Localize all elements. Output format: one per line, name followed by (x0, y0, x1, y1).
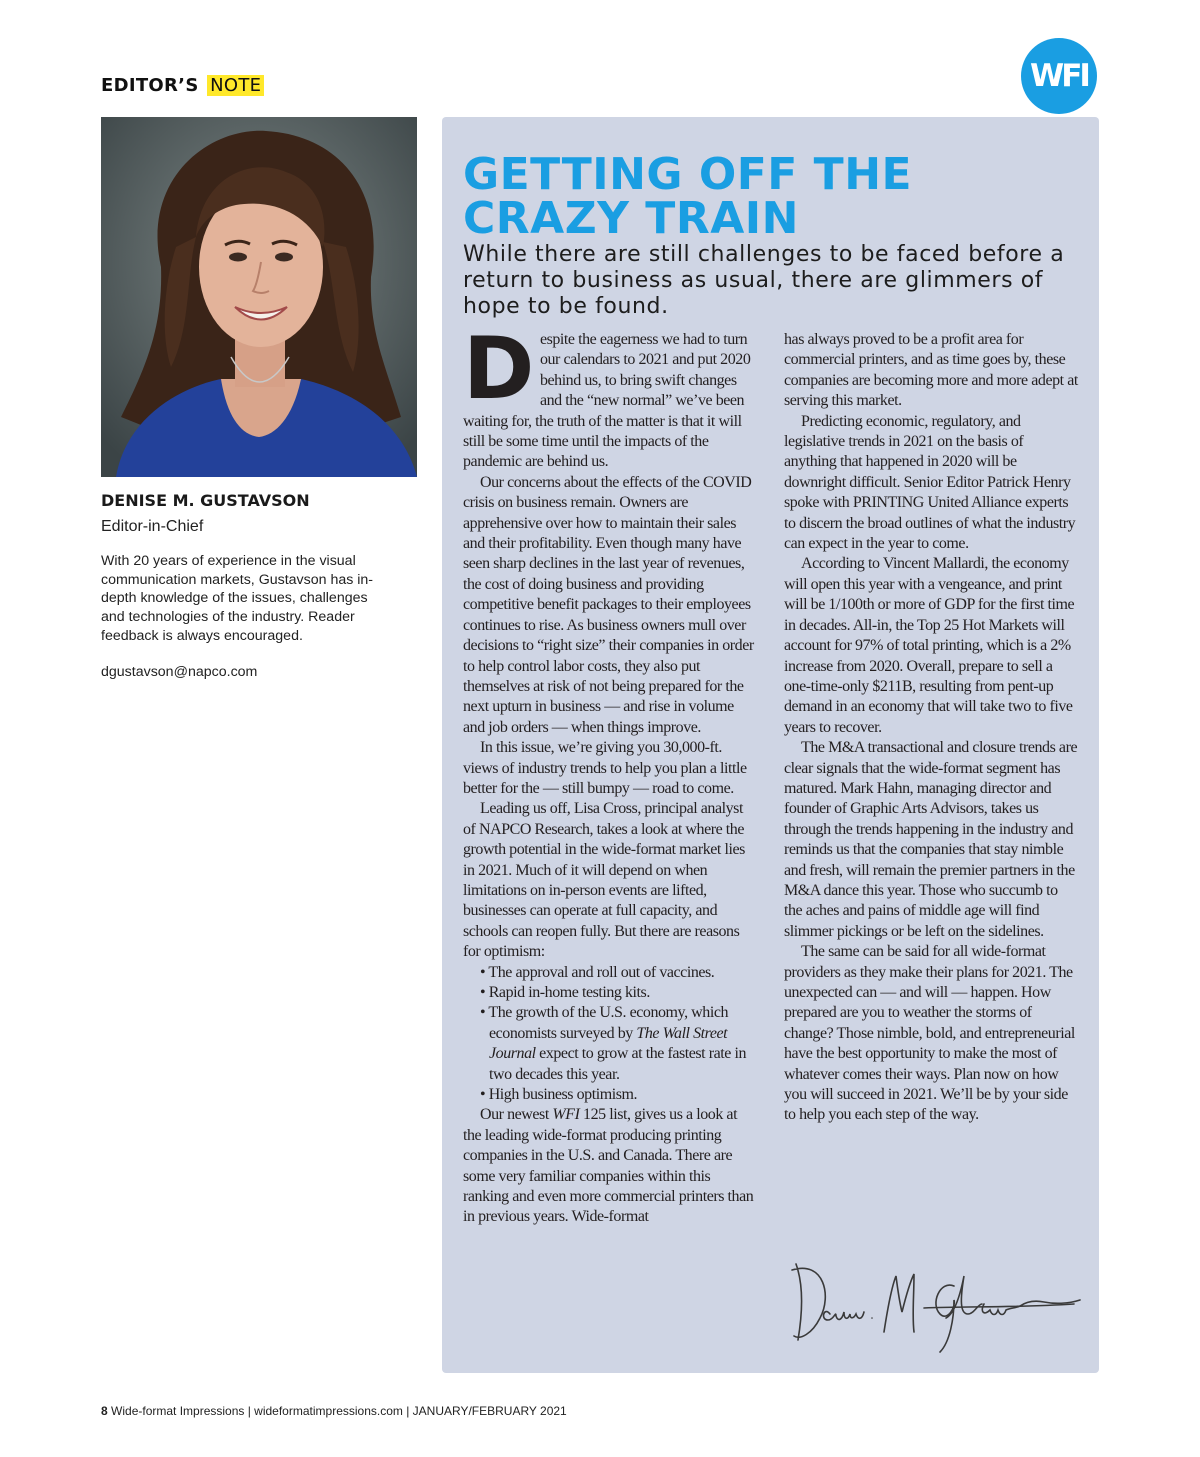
footer-text: Wide-format Impressions | wideformatimpressions.com | JANUARY/FEBRUARY 2021 (107, 1404, 567, 1418)
author-name: DENISE M. GUSTAVSON (101, 491, 310, 510)
editor-signature (784, 1256, 1084, 1356)
author-bio: With 20 years of experience in the visual communication markets, Gustavson has in-depth knowledge of the issues, challenges and technologies of the industry. Reader feedback is always encouraged. (101, 553, 374, 644)
page-number: 8 (101, 1404, 108, 1418)
list-item: • Rapid in-home testing kits. (480, 983, 755, 1003)
section-label (101, 75, 264, 96)
paragraph-6: has always proved to be a profit area for commercial printers, and as time goes by, these companies are becoming more and more adept at serving this market. (784, 331, 1078, 410)
paragraph-5-text: 125 list, gives us a look at the leading wide-format producing printing companies in the U.S. and Canada. There are some very familiar companies within this ranking and even more commercial printers than in previous years. Wide-format (463, 1106, 754, 1226)
list-item: • High business optimism. (480, 1085, 755, 1105)
paragraph-7: Predicting economic, regulatory, and legislative trends in 2021 on the basis of anything that happened in 2020 will be downright difficult. Senior Editor Patrick Henry spoke with PRINTING United Alliance experts to discern the broad outlines of what the industry can expect in the year to come. (784, 412, 1076, 553)
logo-text: WFI (1030, 58, 1088, 94)
list-item: • The approval and roll out of vaccines. (480, 963, 755, 983)
publication-name: The Wall Street Journal (489, 1024, 728, 1063)
author-photo (101, 117, 417, 477)
drop-cap: D (463, 319, 534, 419)
author-role: Editor-in-Chief (101, 518, 204, 535)
section-label-text: EDITOR’S (101, 75, 199, 96)
wfi-italic: WFI (552, 1106, 580, 1124)
author-email-link[interactable]: dgustavson@napco.com (101, 664, 258, 680)
paragraph-1-text: espite the eagerness we had to turn our calendars to 2021 and put 2020 behind us, to bring swift changes and the “new normal” we’ve been waiting for, the truth of the matter is that it will still be some time until the impacts of the pandemic are behind us. (463, 331, 751, 471)
paragraph-10: The same can be said for all wide-format providers as they make their plans for 2021. The unexpected can — and will — happen. How prepared are you to weather the storms of change? Those nimble, bold, and entrepreneurial have the best opportunity to make the most of whatever comes their ways. Plan now on how you will succeed in 2021. We’ll be by your side to help you each step of the way. (784, 943, 1075, 1124)
list-item (480, 1003, 755, 1085)
paragraph-9: The M&A transactional and closure trends are clear signals that the wide-format segment has matured. Mark Hahn, managing director and founder of Graphic Arts Advisors, takes us through the trends happening in the industry and reminds us that the companies that stay nimble and fresh, will remain the premier partners in the M&A dance this year. Those who succumb to the aches and pains of middle age will find slimmer pickings or be left on the sidelines. (784, 739, 1078, 940)
list-item-text: The growth of the U.S. economy, which economists surveyed by (488, 1004, 729, 1042)
paragraph-1 (463, 319, 755, 473)
section-label-highlight: NOTE (207, 75, 264, 96)
wfi-logo (1021, 38, 1097, 114)
paragraph-5-text: Our newest (480, 1106, 553, 1124)
list-item-text: expect to grow at the fastest rate in two decades this year. (489, 1045, 746, 1083)
paragraph-5 (463, 1105, 755, 1227)
paragraph-2: Our concerns about the effects of the COVID crisis on business remain. Owners are apprehensive over how to maintain their sales and their profitability. Even though many have seen sharp declines in the last year of revenues, the cost of doing business and providing competitive benefit packages to their employees continues to rise. As business owners mull over decisions to “right size” their companies in order to help control labor costs, they also put themselves at risk of not being prepared for the next upturn in business — and rise in volume and job orders — when things improve. (463, 473, 754, 736)
paragraph-4: Leading us off, Lisa Cross, principal analyst of NAPCO Research, takes a look at where the growth potential in the wide-format market lies in 2021. Much of it will depend on when limitations on in-person events are lifted, businesses can operate at full capacity, and schools can reopen fully. But there are reasons for optimism: (463, 800, 745, 961)
paragraph-8: According to Vincent Mallardi, the economy will open this year with a vengeance, and print will be 1/100th or more of GDP for the first time in decades. All-in, the Top 25 Hot Markets will account for 97% of total printing, which is a 2% increase from 2020. Overall, prepare to sell a one-time-only $211B, resulting from pent-up demand in an economy that will take two to five years to recover. (784, 555, 1075, 736)
article-headline: GETTING OFF THE CRAZY TRAIN (463, 149, 913, 244)
article-column-2 (784, 330, 1078, 1126)
paragraph-3: In this issue, we’re giving you 30,000-ft. views of industry trends to help you plan a little better for the — still bumpy — road to come. (463, 739, 747, 797)
optimism-list (463, 963, 755, 1106)
article-deck: While there are still challenges to be faced before a return to business as usual, there are glimmers of hope to be found. (463, 242, 1065, 319)
page-footer (101, 1404, 567, 1418)
article-column-1 (463, 319, 755, 1228)
